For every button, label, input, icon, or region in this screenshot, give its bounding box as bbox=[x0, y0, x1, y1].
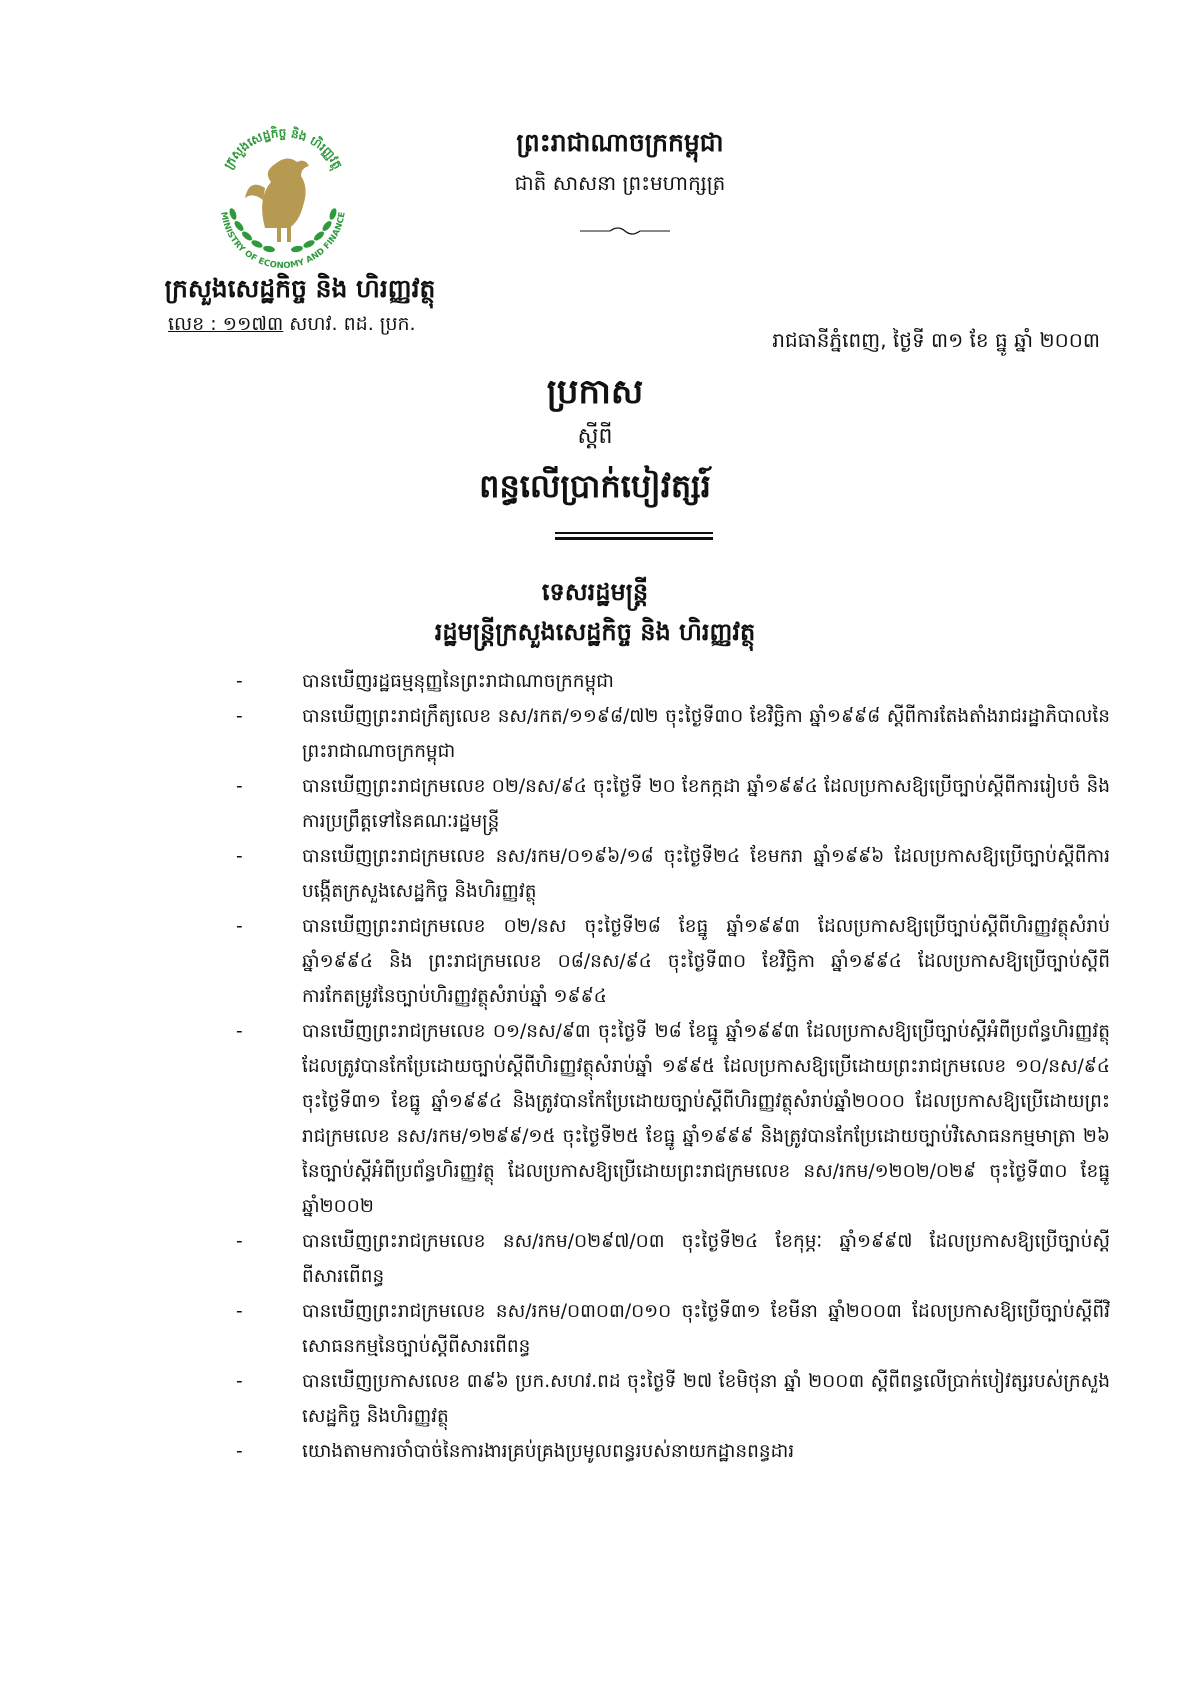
ministry-name: ក្រសួងសេដ្ឋកិច្ច និង ហិរញ្ញវត្ថុ bbox=[164, 274, 436, 303]
golden-rooster-icon bbox=[245, 158, 309, 242]
bullet-dash: - bbox=[236, 706, 243, 727]
list-item bbox=[0, 1434, 1190, 1469]
bullet-dash: - bbox=[236, 1301, 243, 1322]
ornament-divider-icon bbox=[580, 224, 670, 238]
list-item bbox=[0, 909, 1190, 1014]
list-item-text: បានឃើញព្រះរាជក្រមលេខ នស/រកម/០២៩៧/០៣ ចុះថ្ងៃទី២៤ ខែកុម្ភៈ ឆ្នាំ១៩៩៧ ដែលប្រកាសឱ្យប្រើច្បាប់ស្តីពីសារពើពន្ធ bbox=[302, 1231, 1110, 1287]
bullet-dash: - bbox=[236, 846, 243, 867]
reference-number bbox=[168, 312, 416, 340]
kingdom-name: ព្រះរាជាណាចក្រកម្ពុជា bbox=[516, 128, 724, 157]
list-item-text: យោងតាមការចាំបាច់នៃការងារគ្រប់គ្រងប្រមូលពន្ធរបស់នាយកដ្ឋានពន្ធដារ bbox=[302, 1441, 795, 1462]
logo-ring-text-en: MINISTRY OF ECONOMY AND FINANCE bbox=[218, 211, 348, 268]
bullet-dash: - bbox=[236, 671, 243, 692]
preamble-list bbox=[0, 664, 1190, 1469]
list-item bbox=[0, 664, 1190, 699]
document-subject: ពន្ធលើប្រាក់បៀវត្សរ៍ bbox=[479, 467, 711, 505]
list-item-text: បានឃើញព្រះរាជក្រមលេខ ០២/នស/៩៤ ចុះថ្ងៃទី ២០ ខែកក្កដា ឆ្នាំ១៩៩៤ ដែលប្រកាសឱ្យប្រើច្បាប់ស្តីពីការរៀបចំ និងការប្រព្រឹត្តទៅនៃគណៈរដ្ឋមន្ត្រី bbox=[302, 776, 1110, 832]
list-item-text: បានឃើញព្រះរាជក្រមលេខ ០២/នស ចុះថ្ងៃទី២៨ ខែធ្នូ ឆ្នាំ១៩៩៣ ដែលប្រកាសឱ្យប្រើច្បាប់ស្តីពីហិរញ្ញវត្ថុសំរាប់ឆ្នាំ១៩៩៤ និង ព្រះរាជក្រមលេខ ០៨/នស/៩៤ ចុះថ្ងៃទី៣០ ខែវិច្ឆិកា ឆ្នាំ១៩៩៤ ដែលប្រកាសឱ្យប្រើច្បាប់ស្តីពីការកែតម្រូវនៃច្បាប់ហិរញ្ញវត្ថុសំរាប់ឆ្នាំ ១៩៩៤ bbox=[302, 916, 1110, 1007]
list-item bbox=[0, 1014, 1190, 1224]
national-motto: ជាតិ សាសនា ព្រះមហាក្សត្រ bbox=[514, 171, 726, 195]
bullet-dash: - bbox=[236, 1441, 243, 1462]
minister-subtitle: រដ្ឋមន្ត្រីក្រសួងសេដ្ឋកិច្ច និង ហិរញ្ញវត្ថុ bbox=[434, 618, 756, 646]
list-item bbox=[0, 839, 1190, 909]
date-line: រាជធានីភ្នំពេញ, ថ្ងៃទី ៣១ ខែ ធ្នូ ឆ្នាំ ២០០៣ bbox=[772, 328, 1100, 352]
bullet-dash: - bbox=[236, 1021, 243, 1042]
list-item bbox=[0, 1294, 1190, 1364]
minister-title: ទេសរដ្ឋមន្ត្រី bbox=[541, 578, 649, 606]
list-item-text: បានឃើញព្រះរាជក្រមលេខ ០១/នស/៩៣ ចុះថ្ងៃទី ២៨ ខែធ្នូ ឆ្នាំ១៩៩៣ ដែលប្រកាសឱ្យប្រើច្បាប់ស្តីអំពីប្រព័ន្ធហិរញ្ញវត្ថុ ដែលត្រូវបានកែប្រែដោយច្បាប់ស្តីពីហិរញ្ញវត្ថុសំរាប់ឆ្នាំ ១៩៩៥ ដែលប្រកាសឱ្យប្រើដោយព្រះរាជក្រមលេខ ១០/នស/៩៤ ចុះថ្ងៃទី៣១ ខែធ្នូ ឆ្នាំ១៩៩៤ និងត្រូវបានកែប្រែដោយច្បាប់ស្តីពីហិរញ្ញវត្ថុសំរាប់ឆ្នាំ២០០០ ដែលប្រកាសឱ្យប្រើដោយព្រះរាជក្រមលេខ នស/រកម/១២៩៩/១៥ ចុះថ្ងៃទី២៥ ខែធ្នូ ឆ្នាំ១៩៩៩ និងត្រូវបានកែប្រែដោយច្បាប់វិសោធនកម្មមាត្រា ២៦ នៃច្បាប់ស្តីអំពីប្រព័ន្ធហិរញ្ញវត្ថុ ដែលប្រកាសឱ្យប្រើដោយព្រះរាជក្រមលេខ នស/រកម/១២០២/០២៩ ចុះថ្ងៃទី៣០ ខែធ្នូ ឆ្នាំ២០០២ bbox=[302, 1021, 1110, 1217]
list-item bbox=[0, 769, 1190, 839]
bullet-dash: - bbox=[236, 776, 243, 797]
list-item bbox=[0, 1364, 1190, 1434]
list-item bbox=[0, 699, 1190, 769]
list-item bbox=[0, 1224, 1190, 1294]
document-heading: ប្រកាស bbox=[546, 372, 644, 412]
bullet-dash: - bbox=[236, 1371, 243, 1392]
reference-number-label: លេខ : ១១៧៣ bbox=[168, 313, 284, 335]
bullet-dash: - bbox=[236, 916, 243, 937]
list-item-text: បានឃើញប្រកាសលេខ ៣៩៦ ប្រក.សហវ.ពដ ចុះថ្ងៃទី ២៧ ខែមិថុនា ឆ្នាំ ២០០៣ ស្តីពីពន្ធលើប្រាក់បៀវត្សរបស់ក្រសួងសេដ្ឋកិច្ច និងហិរញ្ញវត្ថុ bbox=[302, 1371, 1110, 1427]
title-underline bbox=[555, 532, 713, 534]
list-item-text: បានឃើញរដ្ឋធម្មនុញ្ញនៃព្រះរាជាណាចក្រកម្ពុជា bbox=[302, 671, 614, 692]
ministry-logo bbox=[205, 118, 361, 268]
document-on: ស្តីពី bbox=[577, 424, 613, 449]
reference-number-suffix: សហវ. ពដ. ប្រក. bbox=[283, 313, 416, 335]
bullet-dash: - bbox=[236, 1231, 243, 1252]
list-item-text: បានឃើញព្រះរាជក្រមលេខ នស/រកម/០១៩៦/១៨ ចុះថ្ងៃទី២៤ ខែមករា ឆ្នាំ១៩៩៦ ដែលប្រកាសឱ្យប្រើច្បាប់ស្តីពីការបង្កើតក្រសួងសេដ្ឋកិច្ច និងហិរញ្ញវត្ថុ bbox=[302, 846, 1110, 902]
logo-ring-text-kh: ក្រសួងសេដ្ឋកិច្ច និង ហិរញ្ញវត្ថុ bbox=[221, 125, 346, 172]
list-item-text: បានឃើញព្រះរាជក្រមលេខ នស/រកម/០៣០៣/០១០ ចុះថ្ងៃទី៣១ ខែមីនា ឆ្នាំ២០០៣ ដែលប្រកាសឱ្យប្រើច្បាប់ស្តីពីវិសោធនកម្មនៃច្បាប់ស្តីពីសារពើពន្ធ bbox=[302, 1301, 1110, 1357]
title-underline-thick bbox=[555, 537, 713, 540]
list-item-text: បានឃើញព្រះរាជក្រឹត្យលេខ នស/រកត/១១៩៨/៧២ ចុះថ្ងៃទី៣០ ខែវិច្ឆិកា ឆ្នាំ១៩៩៨ ស្តីពីការតែងតាំងរាជរដ្ឋាភិបាលនៃព្រះរាជាណាចក្រកម្ពុជា bbox=[302, 706, 1110, 762]
